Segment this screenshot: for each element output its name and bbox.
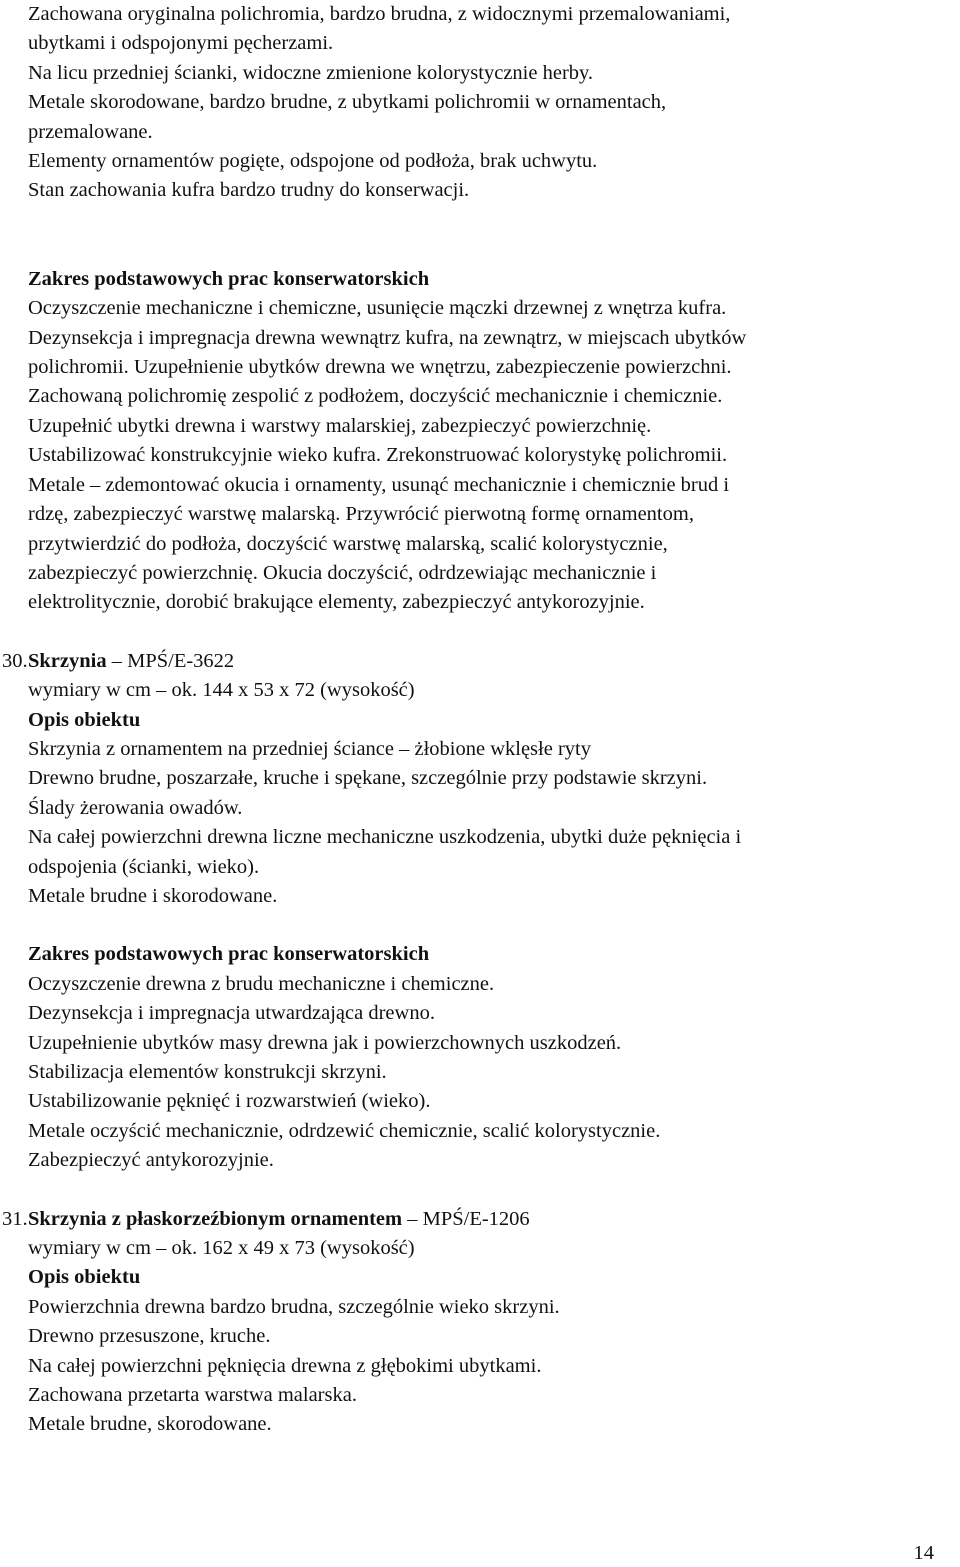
item-name: Skrzynia z płaskorzeźbionym ornamentem: [28, 1207, 403, 1230]
text-line: Oczyszczenie mechaniczne i chemiczne, usunięcie mączki drzewnej z wnętrza kufra.: [28, 297, 727, 320]
item-dimensions: wymiary w cm – ok. 144 x 53 x 72 (wysokość): [28, 679, 415, 702]
text-line: Na całej powierzchni drewna liczne mechaniczne uszkodzenia, ubytki duże pęknięcia i: [28, 826, 742, 849]
text-line: Ustabilizować konstrukcyjnie wieko kufra. Zrekonstruować kolorystykę polichromii.: [28, 444, 728, 467]
scope-section-1: [28, 265, 938, 618]
text-line: odspojenia (ścianki, wieko).: [28, 855, 260, 878]
text-line: ubytkami i odspojonymi pęcherzami.: [28, 32, 334, 55]
item-31: [2, 1205, 938, 1440]
text-line: przytwierdzić do podłoża, doczyścić warstwę malarską, scalić kolorystycznie,: [28, 532, 668, 555]
text-line: Metale – zdemontować okucia i ornamenty, usunąć mechanicznie i chemicznie brud i: [28, 473, 730, 496]
text-line: Ślady żerowania owadów.: [28, 796, 243, 819]
item-number: 30.: [2, 649, 28, 672]
text-line: rdzę, zabezpieczyć warstwę malarską. Przywrócić pierwotną formę ornamentom,: [28, 503, 694, 526]
item-title-line: [2, 1205, 938, 1234]
text-line: Powierzchnia drewna bardzo brudna, szczególnie wieko skrzyni.: [28, 1295, 560, 1318]
text-line: przemalowane.: [28, 120, 153, 143]
text-line: Elementy ornamentów pogięte, odspojone od podłoża, brak uchwytu.: [28, 150, 598, 173]
intro-block: [28, 0, 938, 206]
text-line: Skrzynia z ornamentem na przedniej ściance – żłobione wklęsłe ryty: [28, 737, 591, 760]
section-heading: Zakres podstawowych prac konserwatorskich: [28, 943, 430, 966]
text-line: Zabezpieczyć antykorozyjnie.: [28, 1149, 274, 1172]
description-heading: Opis obiektu: [28, 708, 141, 731]
text-line: zabezpieczyć powierzchnię. Okucia doczyścić, odrdzewiając mechanicznie i: [28, 561, 657, 584]
text-line: elektrolitycznie, dorobić brakujące elementy, zabezpieczyć antykorozyjnie.: [28, 591, 645, 614]
text-line: Metale oczyścić mechanicznie, odrdzewić chemicznie, scalić kolorystycznie.: [28, 1119, 661, 1142]
text-line: Na licu przedniej ścianki, widoczne zmienione kolorystycznie herby.: [28, 61, 594, 84]
text-line: Dezynsekcja i impregnacja drewna wewnątrz kufra, na zewnątrz, w miejscach ubytków: [28, 326, 747, 349]
item-inventory: – MPŚ/E-3622: [106, 649, 235, 672]
page-number: 14: [913, 1542, 934, 1564]
text-line: Ustabilizowanie pęknięć i rozwarstwień (wieko).: [28, 1090, 431, 1113]
text-line: Metale skorodowane, bardzo brudne, z ubytkami polichromii w ornamentach,: [28, 91, 667, 114]
text-line: Na całej powierzchni pęknięcia drewna z głębokimi ubytkami.: [28, 1354, 542, 1377]
item-inventory: – MPŚ/E-1206: [402, 1207, 530, 1230]
item-30: [2, 647, 938, 1176]
text-line: Dezynsekcja i impregnacja utwardzająca drewno.: [28, 1002, 435, 1025]
text-line: Uzupełnienie ubytków masy drewna jak i powierzchownych uszkodzeń.: [28, 1031, 622, 1054]
text-line: Stabilizacja elementów konstrukcji skrzyni.: [28, 1061, 387, 1083]
text-line: Metale brudne i skorodowane.: [28, 884, 278, 907]
section-heading: Zakres podstawowych prac konserwatorskich: [28, 267, 430, 290]
text-line: Drewno brudne, poszarzałe, kruche i spękane, szczególnie przy podstawie skrzyni.: [28, 767, 708, 790]
text-line: Oczyszczenie drewna z brudu mechaniczne i chemiczne.: [28, 972, 495, 995]
text-line: Zachowana przetarta warstwa malarska.: [28, 1384, 357, 1407]
text-line: Zachowaną polichromię zespolić z podłożem, doczyścić mechanicznie i chemicznie.: [28, 385, 723, 408]
item-title-line: [2, 647, 938, 676]
document-page: [2, 0, 938, 1440]
text-line: Zachowana oryginalna polichromia, bardzo brudna, z widocznymi przemalowaniami,: [28, 3, 731, 25]
item-name: Skrzynia: [28, 649, 107, 672]
item-number: 31.: [2, 1207, 28, 1230]
text-line: Stan zachowania kufra bardzo trudny do konserwacji.: [28, 179, 470, 202]
description-heading: Opis obiektu: [28, 1266, 141, 1289]
text-line: polichromii. Uzupełnienie ubytków drewna we wnętrzu, zabezpieczenie powierzchni.: [28, 356, 732, 379]
text-line: Uzupełnić ubytki drewna i warstwy malarskiej, zabezpieczyć powierzchnię.: [28, 414, 652, 437]
text-line: Drewno przesuszone, kruche.: [28, 1325, 271, 1348]
item-dimensions: wymiary w cm – ok. 162 x 49 x 73 (wysokość): [28, 1237, 415, 1260]
text-line: Metale brudne, skorodowane.: [28, 1413, 272, 1436]
